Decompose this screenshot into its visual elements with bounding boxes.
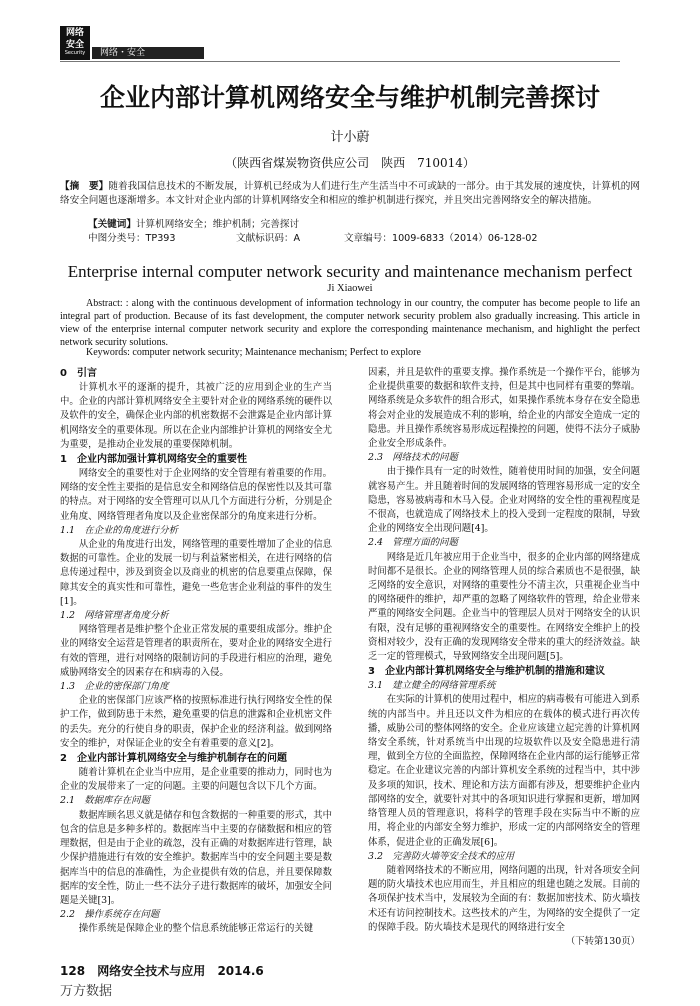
english-abstract: Abstract: : along with the continuous development of information technology in our country, the computer has become people to life an integral part of production. Because of its fast development, the computer network security problem also gradually increasing. This article in view of the enterprise internal computer network security and explore the corresponding maintenance mechanism, and highlight the perfect network security solutions. <box>60 298 640 348</box>
article-title: 企业内部计算机网络安全与维护机制完善探讨 <box>99 83 600 112</box>
body-column-left <box>60 366 332 937</box>
section-label: 网络・安全 <box>92 47 204 59</box>
section-heading: 2 企业内部计算机网络安全与维护机制存在的问题 <box>60 753 287 765</box>
body-paragraph: 随着网络技术的不断应用，网络问题的出现，针对各项安全问题的防火墙技术也应用而生，并且相应的组建也随之发展。目前的各项保护技术当中，发展较为全面的有：数据加密技术、防火墙技术还有访问控制技术。这些技术的产生，为网络的安全提供了一定的保障手段。防火墙技术是现代的网络进行安全 <box>368 864 640 933</box>
subsection-heading: 1.2 网络管理者角度分析 <box>60 610 169 622</box>
section-heading: 0 引言 <box>60 368 97 379</box>
abstract <box>60 180 640 208</box>
clc-number: 中图分类号：TP393 <box>88 233 176 244</box>
subsection-heading: 1.1 在企业的角度进行分析 <box>60 524 179 536</box>
body-paragraph: 计算机水平的逐渐的提升，其被广泛的应用到企业的生产当中。企业的内部计算机网络安全主要针对企业的网络系统的硬件以及软件的安全，确保企业内部的机密数据不会泄露是企业内部计算机网络安全的重要体现。所以在企业内部维护计算机的网络安全尤为重要，是推动企业发展的重要保障机制。 <box>60 382 332 450</box>
english-author: Ji Xiaowei <box>327 283 373 294</box>
page-number: 128 <box>60 964 86 978</box>
logo-text-mid: 安全 <box>65 40 84 50</box>
body-paragraph: 操作系统是保障企业的整个信息系统能够正常运行的关键 <box>78 923 314 935</box>
subsection-heading: 3.1 建立健全的网络管理系统 <box>368 680 496 692</box>
journal-name: 网络安全技术与应用 <box>97 964 206 978</box>
article-author: 计小蔚 <box>330 130 370 145</box>
abstract-label: 【摘 要】 <box>60 181 109 192</box>
body-paragraph: 在实际的计算机的使用过程中，相应的病毒极有可能进入到系统的内部当中。并且还以文件为相应的在载体的模式进行再次传播，威胁公司的整体网络的安全。企业应该建立起完善的计算机网络安全系统，针对系统当中出现的垃圾软件以及安全隐患进行清理，做到全方位的全面监控，保障网络在企业内部的运行能够正常稳定。在企业建议完善的内部计算机安全系统的过程当中，其中涉及多项的知识，技术、理论和方法方面都有涉及，想要维护企业内部网络的安全，就要针对其中的各项知识进行掌握和更新，增加网络管理人员的管理意识，将科学的管理手段在实际当中不断的应用，将企业的内部安全努力维护，形成一定的内部网络安全的管理体系，促进企业的正确发展[6]。 <box>368 694 640 848</box>
keywords-text: 计算机网络安全；维护机制；完善探讨 <box>135 219 300 230</box>
keywords-label: 【关键词】 <box>88 219 136 230</box>
body-paragraph: 随着计算机在企业当中应用，是企业重要的推动力，同时也为企业的发展带来了一定的问题。主要的问题包含以下几个方面。 <box>60 767 332 793</box>
issue-date: 2014.6 <box>217 964 264 978</box>
body-paragraph: 网络安全的重要性对于企业网络的安全管理有着重要的作用。网络的安全性主要指的是信息安全和网络信息的保密性以及其可靠的特点。对于网络的安全管理可以从几个方面进行分析，分别是企业角度、网络管理者角度以及企业密保部分的角度来进行分析。 <box>60 468 332 522</box>
body-paragraph: 企业的密保部门应该严格的按照标准进行执行网络安全性的保护工作，做到防患于未然，避免重要的信息的泄露和企业机密文件的丢失。充分的行使自身的职责，保护企业的经济利益。做到网络安全的维护，对保证企业的安全有着重要的意义[2]。 <box>60 695 332 749</box>
subsection-heading: 2.1 数据库存在问题 <box>60 795 150 807</box>
body-paragraph: 从企业的角度进行出发，网络管理的重要性增加了企业的信息数据的可靠性。企业的发展一切与利益紧密相关，在进行网络的信息传递过程中，涉及到资金以及商业的机密的信息要重点保障，保障其安全的真实性和可靠性，避免一些危害企业利益的事件的发生[1]。 <box>60 539 332 607</box>
journal-logo <box>60 26 90 60</box>
subsection-heading: 3.2 完善防火墙等安全技术的应用 <box>368 850 515 862</box>
english-title: Enterprise internal computer network security and maintenance mechanism perfect <box>67 262 633 281</box>
section-heading: 1 企业内部加强计算机网络安全的重要性 <box>60 454 247 466</box>
section-heading: 3 企业内部计算机网络安全与维护机制的措施和建议 <box>368 666 605 678</box>
page-footer <box>60 962 272 979</box>
subsection-heading: 2.4 管理方面的问题 <box>368 537 458 549</box>
header-rule <box>60 61 620 62</box>
body-paragraph: 数据库顾名思义就是储存和包含数据的一种重要的形式，其中包含的信息是多种多样的。数据库当中主要的存储数据和相应的管理数据，但是由于企业的疏忽，没有正确的对数据库进行管理，缺少保护措施进行有效的安全维护。数据库当中的安全问题主要是数据库当中的信息的准确性，为企业提供有效的信息，并且要保障数据库的安全性，防止一些不法分子进行数据库的破坏，加强安全问题是关键[3]。 <box>60 809 332 906</box>
article-affiliation: （陕西省煤炭物资供应公司 陕西 710014） <box>225 156 475 170</box>
body-paragraph: 由于操作具有一定的时效性，随着使用时间的加强，安全问题就容易产生。并且随着时间的发展网络的管理容易形成一定的安全隐患，容易被病毒和木马入侵。企业对网络的安全性的重视程度是不很高，也就造成了网络技术上的投入受到一定程度的限制，导致企业的网络安全出现问题[4]。 <box>368 466 640 535</box>
abstract-text: 随着我国信息技术的不断发展，计算机已经成为人们进行生产生活当中不可或缺的一部分。由于其发展的速度快，计算机的网络安全问题也逐渐增多。本文针对企业内部的计算机网络安全和相应的维护机制进行探究，并且突出完善网络安全的解决措施。 <box>60 181 641 206</box>
subsection-heading: 2.3 网络技术的问题 <box>368 452 458 464</box>
logo-text-top: 网络 <box>65 28 84 38</box>
subsection-heading: 1.3 企业的密保部门角度 <box>60 681 169 693</box>
body-paragraph: 网络是近几年被应用于企业当中，很多的企业内部的网络建成时间都不是很长。企业的网络管理人员的综合素质也不是很强，缺乏网络的安全意识，对网络的重要性分不清主次，只重视企业当中的网络硬件的维护，却严重的忽略了网络软件的管理，给企业带来严重的网络安全问题。企业当中的管理层人员对于网络安全的认识有限，没有足够的重视网络安全的重要性。在网络安全维护上的投资相对较少，没有正确的发现网络安全带来的重大的经济效益。缺乏一定的管理模式，导致网络安全出现问题[5]。 <box>368 551 640 663</box>
subsection-heading: 2.2 操作系统存在问题 <box>60 909 160 921</box>
document-code: 文献标识码：A <box>236 233 301 244</box>
continuation-note: （下转第130页） <box>565 935 640 947</box>
keywords <box>88 218 299 232</box>
english-keywords: Keywords: computer network security; Maintenance mechanism; Perfect to explore <box>86 347 421 358</box>
body-paragraph: 网络管理者是维护整个企业正常发展的重要组成部分。维护企业的网络安全运营是管理者的职责所在，要对企业的网络安全进行有效的管理，进行对网络的限制访问的手段进行相应的治理，避免威胁网络安全的因素存在和病毒的入侵。 <box>60 624 332 678</box>
watermark: 万方数据 <box>60 984 113 999</box>
body-column-right <box>368 366 640 949</box>
article-number: 文章编号：1009-6833（2014）06-128-02 <box>344 233 538 244</box>
logo-text-bottom: Security <box>64 50 86 56</box>
body-paragraph: 因素，并且是软件的重要支撑。操作系统是一个操作平台，能够为企业提供重要的数据和软件支持，但是其中也同样有重要的弊端。网络系统是众多软件的组合形式，如果操作系统本身存在安全隐患将会对企业的发展造成不利的影响，给企业的内部安全造成一定的隐患。并且操作系统容易形成远程操控的问题，使得不法分子威胁企业安全形成条件。 <box>368 367 640 450</box>
